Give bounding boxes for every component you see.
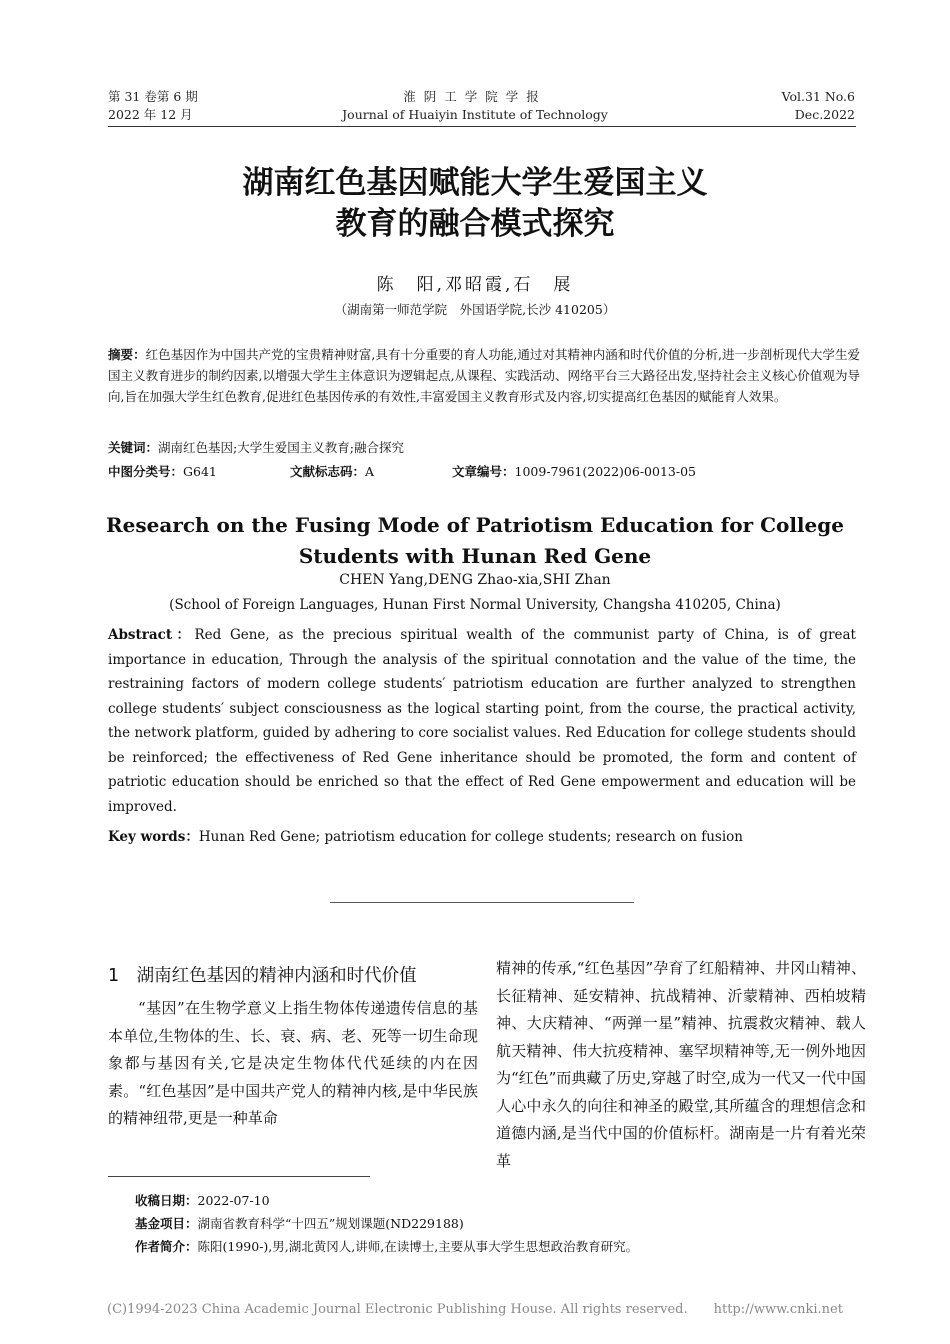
document-code [290, 462, 374, 480]
footnote-fund [135, 1214, 464, 1234]
page-title-en [0, 510, 950, 572]
journal-name-en: Journal of Huaiyin Institute of Technology [342, 107, 608, 122]
clc-label: 中图分类号： [108, 464, 184, 479]
title-en-line-2: Students with Hunan Red Gene [298, 544, 652, 568]
footnote-author [135, 1237, 638, 1257]
footnote-rule [108, 1176, 370, 1177]
title-cn-line-1: 湖南红色基因赋能大学生爱国主义 [242, 165, 708, 201]
received-value: 2022-07-10 [197, 1193, 270, 1208]
body-paragraph-left: “基因”在生物学意义上指生物体传递遗传信息的基本单位,生物体的生、长、衰、病、老、死等一切生命现象都与基因有关,它是决定生物体代代延续的内在因素。“红色基因”是中国共产党人的精神内核,是中华民族的精神纽带,更是一种革命 [108, 999, 478, 1127]
section-heading: 1 湖南红色基因的精神内涵和时代价值 [108, 966, 417, 986]
publication-date-en: Dec.2022 [794, 107, 855, 122]
keywords-cn-label: 关键词： [108, 440, 159, 455]
article-number-value: 1009-7961(2022)06-0013-05 [514, 464, 696, 479]
title-en-line-1: Research on the Fusing Mode of Patriotism Education for College [106, 513, 844, 537]
doc-code-value: A [365, 464, 375, 479]
fund-label: 基金项目： [135, 1216, 198, 1231]
abstract-cn-text: 红色基因作为中国共产党的宝贵精神财富,具有十分重要的育人功能,通过对其精神内涵和时代价值的分析,进一步剖析现代大学生爱国主义教育进步的制约因素,以增强大学生主体意识为逻辑起点,从课程、实践活动、网络平台三大路径出发,坚持社会主义核心价值观为导向,旨在加强大学生红色教育,促进红色基因传承的有效性,丰富爱国主义教育形式及内容,切实提高红色基因的赋能育人效果。 [108, 347, 860, 404]
abstract-cn-label: 摘要： [108, 347, 146, 362]
page-title-cn [0, 163, 950, 245]
header-rule [108, 126, 856, 127]
clc-value: G641 [183, 464, 217, 479]
affiliation-cn: （湖南第一师范学院 外国语学院,长沙 410205） [334, 302, 616, 317]
title-cn-line-2: 教育的融合模式探究 [335, 206, 615, 242]
volume-issue: 第 31 卷第 6 期 [108, 89, 198, 104]
section-divider [330, 902, 634, 903]
authors-cn: 陈 阳,邓昭霞,石 展 [376, 275, 574, 295]
keywords-en-text: Hunan Red Gene; patriotism education for college students; research on fusion [198, 829, 743, 845]
body-column-right [496, 955, 866, 1175]
article-number [452, 462, 696, 480]
affiliation-en: (School of Foreign Languages, Hunan First Normal University, Changsha 410205, China) [169, 597, 781, 613]
author-bio-value: 陈阳(1990-),男,湖北黄冈人,讲师,在读博士,主要从事大学生思想政治教育研究。 [197, 1239, 639, 1254]
volume-issue-en: Vol.31 No.6 [781, 89, 855, 104]
header-center [300, 88, 650, 124]
header-left [108, 88, 198, 124]
abstract-cn [108, 344, 860, 407]
body-column-left [108, 962, 478, 1133]
publication-date: 2022 年 12 月 [108, 107, 193, 122]
keywords-cn [108, 438, 404, 456]
received-label: 收稿日期： [135, 1193, 198, 1208]
copyright-footer: (C)1994-2023 China Academic Journal Electronic Publishing House. All rights reserved. http://www.cnki.net [107, 1302, 843, 1317]
journal-name-cn: 淮阴工学院学报 [403, 89, 547, 104]
footnote-received [135, 1191, 270, 1211]
article-number-label: 文章编号： [452, 464, 515, 479]
abstract-en-text: Red Gene, as the precious spiritual wealth of the communist party of China, is of great importance in education, Through the analysis of the spiritual connotation and the value of the time, the restraining factors of modern college students′ patriotism education are further analyzed to strengthen college students′ subject consciousness as the logical starting point, from the course, the practical activity, the network platform, guided by adhering to core socialist values. Red Education for college students should be reinforced; the effectiveness of Red Gene inheritance should be promoted, the form and content of patriotic education should be enriched so that the effect of Red Gene empowerment and education will be improved. [108, 627, 856, 815]
authors-en: CHEN Yang,DENG Zhao-xia,SHI Zhan [339, 572, 611, 588]
doc-code-label: 文献标志码： [290, 464, 366, 479]
keywords-en [108, 825, 743, 845]
author-bio-label: 作者简介： [135, 1239, 198, 1254]
header-right [782, 88, 855, 124]
abstract-en-label: Abstract： [108, 627, 195, 643]
body-paragraph-right: 精神的传承,“红色基因”孕育了红船精神、井冈山精神、长征精神、延安精神、抗战精神、沂蒙精神、西柏坡精神、大庆精神、“两弹一星”精神、抗震救灾精神、载人航天精神、伟大抗疫精神、塞罕坝精神等,无一例外地因为“红色”而典藏了历史,穿越了时空,成为一代又一代中国人心中永久的向往和神圣的殿堂,其所蕴含的理想信念和道德内涵,是当代中国的价值标杆。湖南是一片有着光荣革 [496, 959, 866, 1170]
clc-number [108, 462, 217, 480]
keywords-cn-text: 湖南红色基因;大学生爱国主义教育;融合探究 [158, 440, 404, 455]
keywords-en-label: Key words： [108, 829, 199, 845]
abstract-en [108, 623, 856, 819]
fund-value: 湖南省教育科学“十四五”规划课题(ND229188) [197, 1216, 464, 1231]
